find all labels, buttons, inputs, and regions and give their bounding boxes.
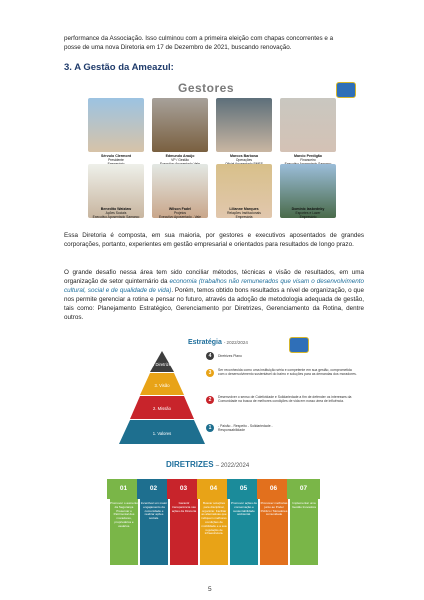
pyramid-label-2: 2. Missão	[153, 406, 171, 411]
person-role: Financeiro	[300, 158, 316, 162]
diretriz-text-03: Garantir transparência nas ações da Diretoria	[170, 499, 198, 565]
person-role: Operações	[235, 158, 253, 162]
strategy-item-3: Ser reconhecida como uma instituição séria e competente em sua gestão, comprometida com o desenvolvimento sustentável do bairro e soluções para as demandas dos moradores.	[218, 368, 357, 377]
intro-line-1: performance da Associação. Isso culminou com a primeira eleição com chapas concorrentes e a	[64, 35, 334, 42]
person-org: Executivo Aposentado - Vale	[159, 215, 201, 219]
estrategia-year: - 2022/2024	[223, 340, 248, 345]
pyramid-label-4: 4. Diretrizes	[150, 362, 174, 367]
paragraph-desafio-part2: . Porém, temos obtido bons resultados a nível de organização, o que nos permite gerenciar a rotina e pensar no futuro, através da adoção de metodologia adequada de gestão, tais como: Planejamento Estratégico, Gerenciamento por Diretrizes, Gerenciamento da Rotina, dentre outros.	[64, 287, 364, 321]
person-org: Executivo Aposentado Samarco	[92, 215, 140, 219]
diretriz-band-06: 06	[257, 479, 290, 499]
strategy-num-2: 2	[206, 396, 214, 404]
diretriz-band-03: 03	[167, 479, 200, 499]
strategy-num-1: 1	[206, 424, 214, 432]
diretrizes-year: – 2022/2024	[215, 463, 250, 469]
section-heading: 3. A Gestão da Ameazul:	[64, 62, 174, 73]
diretriz-band-07: 07	[287, 479, 320, 499]
intro-line-2: posse de uma nova Diretoria em 17 de Dezembro de 2021, buscando renovação.	[64, 44, 292, 51]
person-name: Wilson Fadel	[168, 207, 192, 211]
diretriz-text-06: Promover melhorias junto ao Poder Público / Moradores comunidade	[260, 499, 288, 565]
caption-wilson	[149, 207, 211, 219]
diretriz-text-02: Incentivar um maior engajamento da comunidade e realizar ações sociais.	[140, 499, 168, 565]
strategy-item-4: Diretrizes Plano	[218, 354, 242, 358]
person-role: Projetos	[173, 211, 187, 215]
person-name: Dominic Iasbednky	[291, 207, 325, 211]
caption-lilianne	[213, 207, 275, 219]
diretrizes-title	[166, 460, 249, 469]
person-role: Presidente	[108, 158, 124, 162]
ameazul-logo-icon	[336, 82, 356, 98]
diretriz-band-04: 04	[197, 479, 230, 499]
diretriz-text-07: Implementar uma Gestão Inovadora	[290, 499, 318, 565]
paragraph-desafio	[64, 268, 364, 322]
pyramid-label-3: 3. Visão	[154, 383, 170, 388]
caption-benedito	[85, 207, 147, 219]
photo-servulo	[88, 98, 144, 152]
gestores-panel	[84, 80, 356, 220]
paragraph-desafio-italic: economia (trabalhos não remunerados que visam o desenvolvimento cultural, social e de qualidade de vida)	[64, 278, 364, 294]
person-org: Empresária	[235, 215, 253, 219]
estrategia-title-text: Estratégia	[188, 339, 222, 346]
diretriz-band-05: 05	[227, 479, 260, 499]
strategy-num-4: 4	[206, 352, 214, 360]
person-role: Ações Sociais	[105, 211, 127, 215]
diretriz-text-05: Promover ações de conservação e sustentabilidade ambiental.	[230, 499, 258, 565]
gestores-title: Gestores	[178, 81, 235, 95]
estrategia-title	[188, 339, 248, 346]
strategy-item-1: - Paixão - Respeito - Solidariedade - Responsabilidade	[218, 424, 273, 433]
ameazul-logo-icon	[289, 337, 309, 353]
page-number: 5	[208, 586, 212, 593]
photo-edmundo	[152, 98, 208, 152]
photo-marcio	[280, 98, 336, 152]
photo-marcos	[216, 98, 272, 152]
pyramid-label-1: 1. Valores	[152, 431, 172, 436]
person-name: Benedito Watzlaw	[100, 207, 132, 211]
person-name: Sérvulo Clermont	[101, 154, 131, 158]
diretriz-band-01: 01	[107, 479, 140, 499]
person-name: Marcos Barbosa	[230, 154, 258, 158]
person-org: Empresário	[299, 215, 317, 219]
diretriz-text-01: Promover o aumento da Segurança Preservar o Patrimonial dos moradores, proprietários e usuários.	[110, 499, 138, 565]
diretriz-band-02: 02	[137, 479, 170, 499]
person-name: Lilianne Marques	[229, 207, 259, 211]
caption-dominic	[277, 207, 339, 219]
strategy-item-2: Desenvolver o senso de Coletividade e Solidariedade a fim de defender os interesses da Comunidade na busca de melhores condições de vida em nosso área de influência.	[218, 395, 352, 404]
person-role: VP / Gestão	[171, 158, 189, 162]
paragraph-diretoria: Essa Diretoria é composta, em sua maioria, por gestores e executivos aposentados de grandes corporações, portanto, experientes em gestão empresarial e orientados para resultados de longo prazo.	[64, 232, 364, 248]
diretriz-text-04: Buscar soluções para disciplinar, organizar. Facilitar as alternativas que indiquem melhores condições de mobilidade e a sua regulação de infraestrutura.	[200, 499, 228, 565]
strategy-num-3: 3	[206, 369, 214, 377]
diretrizes-title-text: DIRETRIZES	[166, 460, 214, 469]
strategy-pyramid	[118, 347, 206, 445]
person-name: Edmundo Araújo	[165, 154, 195, 158]
paragraph-desafio-part1: O grande desafio nessa área tem sido conciliar métodos, técnicas e visão de resultados, em uma organização de setor quinternário da	[64, 269, 364, 285]
person-role: Esportes e Lazer	[295, 211, 321, 215]
person-name: Marcio Perdigão	[294, 154, 322, 158]
person-role: Relações Institucionais	[227, 211, 261, 215]
